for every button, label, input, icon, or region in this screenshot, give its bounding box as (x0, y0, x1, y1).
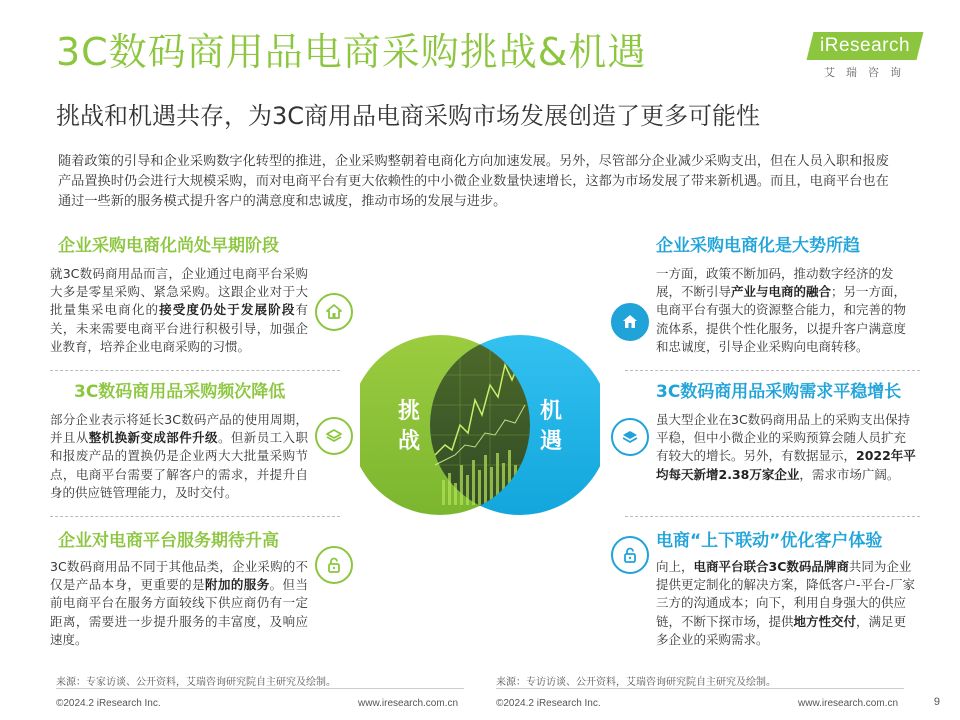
right-lock-icon-circle (611, 536, 649, 574)
layers-icon (620, 427, 640, 447)
right-divider-1 (625, 370, 920, 371)
logo-text: iResearch (820, 35, 911, 56)
left-home-icon-circle (315, 293, 353, 331)
venn-right-label-1: 机 (540, 399, 563, 424)
lock-icon (620, 545, 640, 565)
venn-left-label-2: 战 (398, 429, 421, 454)
right-section-1-body: 一方面，政策不断加码，推动数字经济的发展，不断引导产业与电商的融合；另一方面，电商平台有强大的资源整合能力，和完善的物流体系，提供个性化服务，以提升客户满意度和忠诚度，引导企业采购向电商转移。 (656, 266, 907, 354)
right-section-3-title: 电商“上下联动”优化客户体验 (656, 531, 883, 551)
right-divider-2 (625, 516, 920, 517)
home-icon (620, 312, 640, 332)
footer-source-left: 来源：专家访谈、公开资料，艾瑞咨询研究院自主研究及绘制。 (56, 677, 336, 688)
right-home-icon-circle (611, 303, 649, 341)
footer-divider-left (56, 688, 464, 689)
left-layers-icon-circle (315, 417, 353, 455)
page-title: 3C数码商用品电商采购挑战&机遇 (56, 30, 647, 74)
page-number: 9 (933, 696, 940, 708)
intro-paragraph: 随着政策的引导和企业采购数字化转型的推进，企业采购整朝着电商化方向加速发展。另外，尽管部分企业减少采购支出，但在人员入职和报废产品置换时仍会进行大规模采购，而对电商平台有更大依赖性的中小微企业数量快速增长，这都为市场发展了带来新机遇。而且，电商平台也在通过一些新的服务模式提升客户的满意度和忠诚度，推动市场的发展与进步。 (58, 154, 889, 209)
home-icon (324, 302, 344, 322)
venn-left-label-1: 挑 (398, 399, 421, 424)
left-divider-2 (50, 516, 340, 517)
footer-copyright-right: ©2024.2 iResearch Inc. (496, 698, 601, 709)
footer-divider-right (496, 688, 904, 689)
right-section-3-body: 向上，电商平台联合3C数码品牌商共同为企业提供更定制化的解决方案，降低客户-平台-厂家三方的沟通成本；向下，利用自身强大的供应链，不断下探市场，提供地方性交付，满足更多企业的采购需求。 (656, 559, 916, 647)
footer-url-left[interactable]: www.iresearch.com.cn (358, 698, 459, 709)
footer-copyright-left: ©2024.2 iResearch Inc. (56, 698, 161, 709)
footer-source-right: 来源：专访访谈、公开资料，艾瑞咨询研究院自主研究及绘制。 (496, 677, 776, 688)
right-section-1-title: 企业采购电商化是大势所趋 (656, 236, 860, 256)
left-section-3-title: 企业对电商平台服务期待升高 (58, 531, 279, 551)
right-layers-icon-circle (611, 418, 649, 456)
venn-right-label-2: 遇 (540, 429, 563, 454)
footer-url-right[interactable]: www.iresearch.com.cn (798, 698, 899, 709)
left-lock-icon-circle (315, 546, 353, 584)
left-section-1-title: 企业采购电商化尚处早期阶段 (58, 236, 279, 256)
logo-cn: 艾瑞咨询 (824, 66, 912, 79)
iresearch-logo (810, 32, 920, 82)
left-section-3-body: 3C数码商用品不同于其他品类，企业采购的不仅是产品本身，更重要的是附加的服务。但当前电商平台在服务方面较线下供应商仍有一定距离，需要进一步提升服务的丰富度，及响应速度。 (50, 559, 308, 647)
page-subtitle: 挑战和机遇共存，为3C商用品电商采购市场发展创造了更多可能性 (56, 102, 761, 130)
left-divider-1 (50, 370, 340, 371)
left-section-2-body: 部分企业表示将延长3C数码产品的使用周期，并且从整机换新变成部件升级。但新员工入职和报废产品的置换仍是企业两大大批量采购节点，电商平台需要了解客户的需求，并提升自身的供应链管理能力，及时交付。 (50, 412, 308, 500)
challenge-opportunity-venn (360, 305, 600, 545)
lock-icon (324, 555, 344, 575)
layers-icon (324, 426, 344, 446)
right-section-2-title: 3C数码商用品采购需求平稳增长 (656, 382, 902, 402)
left-section-1-body: 就3C数码商用品而言，企业通过电商平台采购大多是零星采购、紧急采购。这跟企业对于大批量集采电商化的接受度仍处于发展阶段有关，未来需要电商平台进行积极引导，加强企业教育，培养企业电商采购的习惯。 (50, 266, 308, 354)
right-section-2-body: 虽大型企业在3C数码商用品上的采购支出保持平稳，但中小微企业的采购预算会随人员扩充有较大的增长。另外，有数据显示，2022年平均每天新增2.38万家企业，需求市场广阔。 (656, 412, 916, 482)
left-section-2-title: 3C数码商用品采购频次降低 (74, 382, 286, 402)
